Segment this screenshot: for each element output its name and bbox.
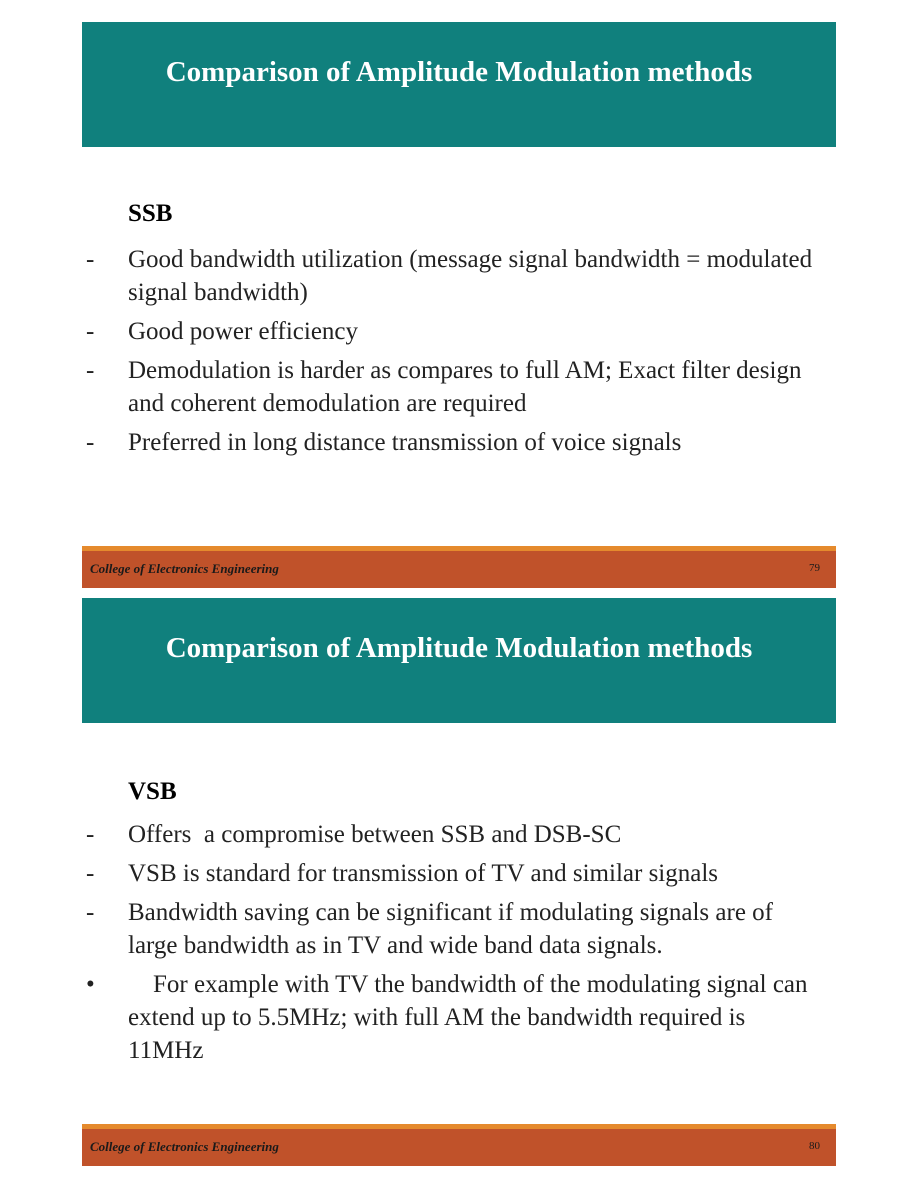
page-number: 80	[809, 1140, 820, 1152]
dash-marker: -	[86, 318, 95, 345]
dash-marker: -	[86, 899, 95, 926]
footer-accent-strip	[82, 1124, 836, 1129]
footer-college-name: College of Electronics Engineering	[90, 1139, 279, 1154]
bullet-item	[82, 426, 836, 459]
dot-marker: •	[86, 971, 95, 998]
bullet-item	[82, 354, 836, 420]
bullet-item	[82, 968, 836, 1067]
footer-accent-strip	[82, 546, 836, 551]
section-heading: VSB	[128, 778, 177, 805]
dash-marker: -	[86, 860, 95, 887]
bullet-text: Preferred in long distance transmission of voice signals	[128, 429, 682, 456]
section-heading: SSB	[128, 200, 173, 227]
bullet-text: Good power efficiency	[128, 318, 359, 345]
slide-header	[82, 22, 836, 147]
bullet-list	[82, 818, 836, 1073]
bullet-item	[82, 315, 836, 348]
bullet-text: Bandwidth saving can be significant if modulating signals are of large bandwidth as in TV and wide band data signals.	[128, 899, 773, 959]
bullet-text: Good bandwidth utilization (message signal bandwidth = modulated signal bandwidth)	[128, 246, 813, 306]
bullet-item	[82, 857, 836, 890]
slide-footer	[82, 546, 836, 588]
bullet-item	[82, 896, 836, 962]
bullet-text: Demodulation is harder as compares to full AM; Exact filter design and coherent demodulation are required	[128, 357, 802, 417]
bullet-text: VSB is standard for transmission of TV and similar signals	[128, 860, 719, 887]
bullet-item	[82, 818, 836, 851]
slide-title: Comparison of Amplitude Modulation methods	[165, 632, 753, 664]
footer-college-name: College of Electronics Engineering	[90, 561, 279, 576]
slide-80	[82, 598, 836, 1166]
page-number: 79	[809, 562, 820, 574]
slide-79	[82, 22, 836, 588]
bullet-list	[82, 243, 836, 465]
dash-marker: -	[86, 357, 95, 384]
bullet-text: Offers a compromise between SSB and DSB-SC	[128, 821, 622, 848]
slide-title: Comparison of Amplitude Modulation methods	[165, 56, 753, 88]
dash-marker: -	[86, 821, 95, 848]
bullet-item	[82, 243, 836, 309]
bullet-text: For example with TV the bandwidth of the modulating signal can extend up to 5.5MHz; with full AM the bandwidth required is 11MHz	[128, 971, 814, 1064]
dash-marker: -	[86, 246, 95, 273]
slide-footer	[82, 1124, 836, 1166]
dash-marker: -	[86, 429, 95, 456]
slide-header	[82, 598, 836, 723]
